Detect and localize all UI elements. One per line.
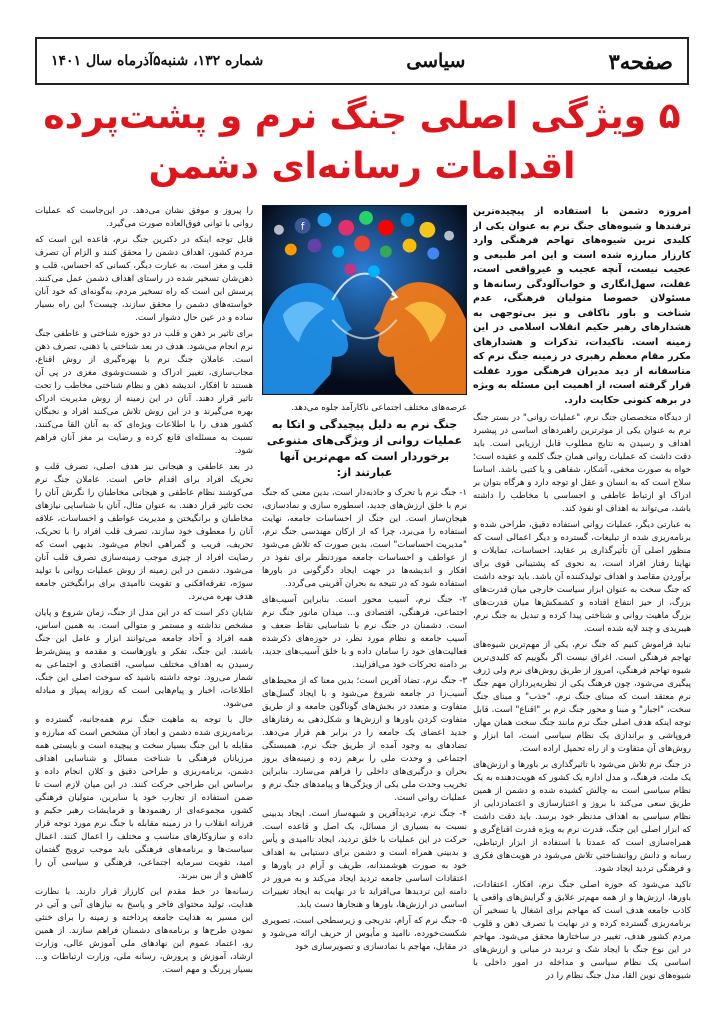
article-paragraph: نباید فراموش کنیم که جنگ نرم، یکی از مهم‌ترین شیوه‌های تهاجم فرهنگی است. اغراق نیست اگر بگوییم که کلیدی‌ترین شیوه تهاجم فرهنگی، امروز از طریق روش‌های نرم ولی ژرف پیگیری می‌شود، چون فرهنگ یکی از نظریه‌پردازان مهم جنگ نرم معتقد است که مبنای جنگ نرم، "جذب" و مبنای جنگ سخت، "اجبار" و مبنا و محور جنگ نرم بر "اقناع" است. قابل توجه اینکه هدف اصلی جنگ نرم مانند جنگ سخت همان مهار، فروپاشی و براندازی یک نظام سیاسی است، اما ابزار و روش‌های آن متفاوت و از راه تحمیل اراده است.: [473, 640, 691, 754]
section-title: سیاسی: [406, 50, 466, 72]
right-column: [473, 205, 691, 1005]
article-paragraph: عرصه‌های مختلف اجتماعی ناکارآمد جلوه می‌دهد.: [291, 403, 467, 413]
article-paragraph: رسانه‌ها در خط مقدم این کارزار قرار دارند. با نظارت هدایت، تولید محتوای فاخر و پاسخ به نیازهای آنی و آتی در این مسیر به هدایت جامعه پرداخته و زمینه را برای خنثی نمودن طرح‌ها و برنامه‌های دشمنان فراهم سازند. از همین رو، اعتماد عموم این نهادهای ملی آموزش عالی، وزارت ارشاد، آموزش و پرورش، رسانه ملی، وزارت ارتباطات و... بسیار پررنگ و مهم است.: [35, 887, 253, 975]
article-illustration: [262, 205, 467, 395]
main-headline: [35, 92, 689, 192]
headline-line-2: اقدامات رسانه‌ای دشمن: [148, 146, 576, 187]
feature-item-1: ۱- جنگ نرم با تحرک و جاذبه‌دار است، بدین معنی که جنگ نرم با خلق ارزش‌های جدید، اسطوره سازی و نمادسازی، هیجان‌ساز است. این جنگ از احساسات جامعه، نهایت استفاده را می‌برد، چرا که از ارکان مهندسی جنگ نرم، "مدیریت احساسات" است، بدین صورت که تلاش می‌شود از عواطف و احساسات جامعه موردنظر برای نفوذ در افکار و اندیشه‌ها در جهت ایجاد دگرگونی در باورها استفاده شود که در نتیجه به بحران آفرینی می‌گردد.: [262, 488, 467, 589]
article-paragraph: در جنگ نرم تلاش می‌شود با تاثیرگذاری بر باورها و ارزش‌های یک ملت، فرهنگ، و مدل اداره یک کشور که هویت‌دهنده به یک نظام سیاسی است به چالش کشیده شده و دشمن از همین طریق سعی می‌کند با بروز و اعتبارسازی و اعتمادزدایی از نظام سیاسی به اهداف مدنظر خود برسد. باید دقت داشت که ابزار اصلی این جنگ، قدرت نرم به ویژه قدرت اقناع‌گری و همراه‌سازی است که عمدتا با استفاده از ابزار ارتباطی، رسانه و دانش روانشناختی تلاش می‌شود در هویت‌های فکری و فرهنگی تردید ایجاد شود.: [473, 760, 691, 874]
middle-column: [262, 402, 467, 1005]
article-paragraph: شایان ذکر است که در این مدل از جنگ، زمان شروع و پایان مشخص نداشته و مستمر و متوالی است. به همین اساس، همه افراد و آحاد جامعه می‌توانند ابزار و عامل این جنگ باشند. این جنگ، تفکر و باورهاست و مقدمه و پیش‌شرط رسیدن به اهداف مختلف سیاسی، اقتصادی و اجتماعی به شمار می‌رود. توجه داشته باشید که سوخت اصلی این جنگ، اطلاعات، اخبار و پیام‌هایی است که روزانه پمپاژ و مبادله می‌شود.: [35, 608, 253, 709]
heads-social-media-illustration: [263, 206, 466, 394]
article-paragraph: در بعد عاطفی و هیجانی نیز هدف اصلی، تصرف قلب و تحریک افراد برای اقدام خاص است. عاملان جنگ نرم می‌کوشند نظام عاطفی و هیجانی مخاطبان را نگرش آنان را تحت تاثیر قرار دهند. به عنوان مثال، آنان با شناسایی نیازهای مخاطبان و برانگیختن و مدیریت عواطف و احساسات، علاقه آنان را معطوف خود سازند، تصرف قلب افراد را با تحریک، تحریف، فریب و گمراهی انجام می‌شود. بدیهی است که رضایت افراد از چیزی موجب زمینه‌سازی تصرف قلب آنان می‌شود. دشمن در این زمینه از روش عملیات روانی با تولید سوژه، تفرقه‌افکنی و تقویت ناامیدی برای برانگیختن جامعه هدف بهره می‌برد.: [35, 462, 253, 602]
article-paragraph: حال با توجه به ماهیت جنگ نرم همه‌جانبه، گسترده و برنامه‌ریزی شده دشمن و ابعاد آن مشخص است که مبارزه و مقابله با این جنگ بسیار سخت و پیچیده است و بایستی همه مرزبانان فرهنگی با شناخت مسائل و شناسایی اهداف دشمن، برنامه‌ریزی و طراحی دقیق و کلان انجام داده و براساس این طراحی حرکت کنند. در این میان لازم است تا ضمن استفاده از تجارب خود یا سایرین، متولیان فرهنگی کشور، مجموعه‌ای از رهنمودها و فرمایشات رهبر حکیم و فرزانه انقلاب را در زمینه مقابله با جنگ نرم مورد توجه قرار داده و سازوکارهای مناسب و مختلف را اعمال کنند. اعمال سیاست‌ها و برنامه‌های فرهنگی باید موجب ترویج گفتمان امید، تقویت سرمایه اجتماعی، فرهنگی و سیاسی آن را کاهش و از بین ببرند.: [35, 715, 253, 881]
feature-item-5: ۵- جنگ نرم که آرام، تدریجی و زیرسطحی است، تصویری شکست‌خورده، ناامید و مأیوس از حریف ارائه می‌شود و در مقابل، مهاجم با نمادسازی و تصویرسازی خود: [262, 916, 467, 952]
issue-info: شماره ۱۳۲، شنبه۵آذرماه سال ۱۴۰۱: [51, 53, 264, 69]
article-paragraph: به عبارتی دیگر، عملیات روانی استفاده دقیق، طراحی شده و برنامه‌ریزی شده از تبلیغات، گسترده و دیگر اعمالی است که منظور اصلی آن تأثیرگذاری بر عقاید، احساسات، تمایلات و نهایتا رفتار افراد است، به نحوی که پشتیبانی قوی برای برآوردن مقاصد و اهداف تولیدکننده آن باشد. باید توجه داشت که جنگ سخت به عنوان ابزار سیاست خارجی میان قدرت‌های بزرگ، از حیز انتفاع افتاده و کشمکش‌ها میان قدرت‌های بزرگ ماهیت روانی و شناختی پیدا کرده و تبدیل به جنگ نرم، هیبریدی و چند لایه شده است.: [473, 520, 691, 634]
article-paragraph: تاکید می‌شود که حوزه اصلی جنگ نرم، افکار، اعتقادات، باورها، ارزش‌ها و از همه مهم‌تر علایق و گرایش‌های واقعی یا کاذب جامعه هدف است که مهاجم برای اشغال یا تسخیر آن برنامه‌ریزی گسترده کرده و در نهایت با تصرف ذهن و قلوب مردم کشور هدف، تغییر در ساختارها محقق می‌شود. مهاجم در این نوع جنگ با ایجاد شک و تردید در مبانی و ارزش‌های اساسی یک نظام سیاسی و مداخله در امور داخلی با شیوه‌های نوین القا، مدل جنگ نظام را در: [473, 880, 691, 981]
article-subheading: جنگ نرم به دلیل پیچیدگی و اتکا به عملیات روانی از ویژگی‌های متنوعی برخوردار است که مهم‌ترین آنها عبارتند از:: [266, 418, 463, 479]
headline-line-1: ۵ ویژگی اصلی جنگ نرم و پشت‌پرده: [43, 96, 681, 137]
feature-item-3: ۳- جنگ نرم، تضاد آفرین است؛ بدین معنا که از محیط‌های آسیب‌زا در جامعه شروع می‌شود و با ایجاد گسل‌های متفاوت و متعدد در بخش‌های گوناگون جامعه و از طریق متفاوت کردن باورها و ارزش‌ها و شکل‌دهی به رفتارهای جدید اعضای یک جامعه را در برابر هم قرار می‌دهد. تضادهای به وجود آمده از طریق جنگ نرم، همبستگی اجتماعی و وحدت ملی را برهم زده و زمینه‌های بروز بحران و درگیری‌های داخلی را فراهم می‌سازد. بنابراین تخریب وحدت ملی یکی از ویژگی‌ها و پیامدهای جنگ نرم و عملیات روانی است.: [262, 676, 467, 803]
left-column: [35, 205, 253, 1005]
article-paragraph: برای تاثیر بر ذهن و قلب در دو حوزه شناختی و عاطفی جنگ نرم انجام می‌شود. هدف در بعد شناختی یا ذهنی، تصرف ذهن است. عاملان جنگ نرم با بهره‌گیری از روش اقناع، مجاب‌سازی، تغییر ادراک و شست‌وشوی مغزی در پی آن هستند تا افکار، اندیشه ذهن و نظام شناختی مخاطب را تحت تاثیر قرار دهند. آنان در این زمینه از روش مدیریت ادراک بهره می‌گیرند و در این روش تلاش می‌کنند افراد و نخبگان کشور هدف را با اطلاعات ویژه‌ای که به آنان القا می‌کنند، نسبت به مسئله‌ای قانع کرده و رضایت بر مغز آنان فراهم شود.: [35, 329, 253, 456]
article-paragraph: قابل توجه اینکه در دکترین جنگ نرم، قاعده این است که مردم کشور، اهداف دشمن را محقق کنند و الزام آن تصرف قلب و مغز است. به عبارت دیگر، کسانی که احساس، قلب و ذهن‌شان تسخیر شده در راستای اهداف دشمن عمل می‌کنند. پرسش این است که راه تسخیر مردم، به‌گونه‌ای که خود آنان خواسته‌های دشمن را محقق سازند، چیست؟ این راه بسیار ساده و در عین حال دشوار است.: [35, 235, 253, 323]
feature-item-2: ۲- جنگ نرم، آسیب محور است. بنابراین آسیب‌های اجتماعی، فرهنگی، اقتصادی و... میدان مانور جنگ نرم است. دشمنان در جنگ نرم با شناسایی نقاط ضعف و آسیب جامعه و نظام مورد نظر، در حوزه‌های ذکرشده فعالیت‌های خود را سامان داده و با خلق آسیب‌های جدید، بر دامنه تحرکات خود می‌افزایند.: [262, 595, 467, 670]
lead-paragraph: امروزه دشمن با استفاده از پیچیده‌ترین ترفندها و شیوه‌های جنگ نرم به عنوان یکی از کلیدی ترین شیوه‌های تهاجم فرهنگی وارد کارزار مبارزه شده است و این امر طبیعی و عجیب نیست، آنچه عجیب و غیرواقعی است، غفلت، سهل‌انگاری و خواب‌آلودگی رسانه‌ها و مسئولان خصوصا متولیان فرهنگی، عدم شناخت و باور ناکافی و نیز بی‌توجهی به هشدارهای رهبر حکیم انقلاب اسلامی در این زمینه است. تاکیدات، تذکرات و هشدارهای مکرر مقام معظم رهبری در زمینه جنگ نرم که متاسفانه از دید مدیران فرهنگی مورد غفلت قرار گرفته است، از اهمیت این مسئله به ویژه در برهه کنونی حکایت دارد.: [473, 206, 691, 406]
page-header: [35, 37, 689, 85]
article-paragraph: از دیدگاه متخصصان جنگ نرم، "عملیات روانی" در بستر جنگ نرم به عنوان یکی از موثرترین راهبردهای اساسی در پیشبرد اهداف و رسیدن به نتایج مطلوب قابل ارزیابی است. باید دقت داشت که عملیات روانی همان جنگ کلمه و عقیده است؛ خواه به صورت مخفی، آشکار، شفاهی و یا کتبی باشد. اساسا سلاح است که به انسان و عقل او توجه دارد و هرگاه بتوان بر ادراک او ارتباط عاطفی و احساسی با مخاطب را داشته باشد، می‌تواند به اهداف او نفوذ کند.: [473, 413, 691, 514]
feature-item-4: ۴- جنگ نرم، تردیدآفرین و شبهه‌ساز است. ایجاد بدبینی نسبت به بسیاری از مسائل، یک اصل و قاعده است. حرکت در این عملیات با خلق تردید، ایجاد ناامیدی و یأس و بدبینی همراه است و دشمن برای دستیابی به اهداف خود به صورت هوشمندانه، ظریف و آرام در باورها و اعتقادات اساسی جامعه تردید ایجاد می‌کند و به مرور در دامنه این تردیدها می‌افزاید تا در نهایت به ایجاد تغییرات اساسی در ارزش‌ها، باورها و هنجارها دست یابد.: [262, 809, 467, 910]
page-number: صفحه۳: [608, 48, 673, 74]
article-paragraph: را پیروز و موفق نشان می‌دهد. در این‌جاست که عملیات روانی با توانی فوق‌العاده صورت می‌گیرد.: [35, 206, 253, 229]
svg-text:f: f: [300, 221, 305, 233]
